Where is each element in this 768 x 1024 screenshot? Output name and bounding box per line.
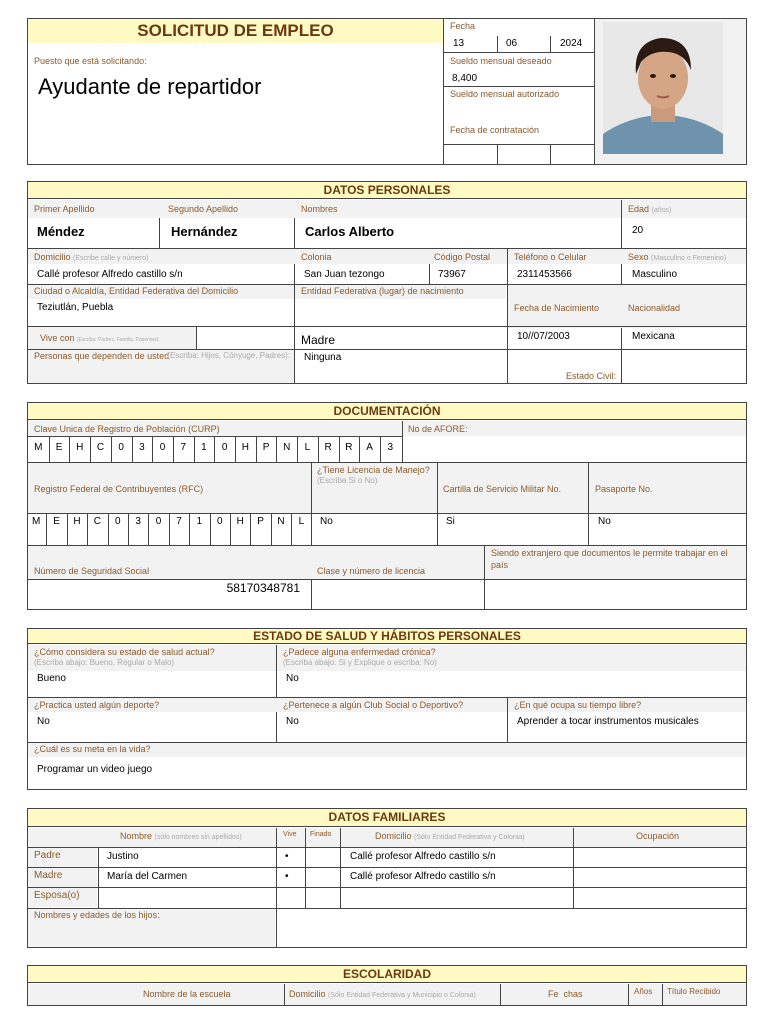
curp-char[interactable]: R: [345, 442, 353, 453]
divider: [550, 36, 551, 52]
estado-civil-label: Estado Civil:: [566, 371, 617, 381]
fam-domicilio[interactable]: Callé profesor Alfredo castillo s/n: [350, 851, 496, 862]
vive-con-label-text: Vive con: [40, 333, 75, 343]
nss-label: Número de Seguridad Social: [34, 566, 150, 576]
domicilio-hint: (Escribe calle y número): [73, 255, 149, 262]
cronica[interactable]: No: [286, 673, 299, 684]
salud-heading: ESTADO DE SALUD Y HÁBITOS PERSONALES: [27, 628, 747, 644]
personal-heading: DATOS PERSONALES: [27, 181, 747, 199]
dependientes[interactable]: Ninguna: [304, 352, 342, 363]
divider: [507, 698, 508, 743]
fecha-day[interactable]: 13: [453, 38, 465, 49]
cartilla[interactable]: Si: [446, 516, 455, 527]
divider: [235, 437, 236, 462]
esc-titulo-col: Título Recibido: [667, 987, 721, 996]
divider: [550, 144, 551, 164]
clase-licencia-label: Clase y número de licencia: [317, 566, 426, 576]
divider: [128, 514, 129, 545]
fam-rel: Padre: [34, 850, 61, 861]
divider: [402, 421, 403, 463]
segundo-apellido-label: Segundo Apellido: [168, 204, 239, 214]
nombres-label: Nombres: [301, 204, 338, 214]
cronica-hint: (Escriba abajo: Si y Explique o escriba: No): [283, 658, 437, 667]
divider: [443, 52, 594, 53]
divider: [359, 437, 360, 462]
divider: [159, 218, 160, 248]
curp-char[interactable]: 3: [387, 442, 394, 453]
rfc-char[interactable]: M: [32, 516, 41, 527]
rfc-char[interactable]: E: [53, 516, 60, 527]
club[interactable]: No: [286, 716, 299, 727]
vive-con-label: [40, 333, 160, 345]
applicant-photo: [603, 22, 723, 154]
curp-char[interactable]: L: [304, 442, 311, 453]
fam-rel: Esposa(o): [34, 890, 80, 901]
colonia-label: Colonia: [301, 252, 332, 262]
licencia[interactable]: No: [320, 516, 333, 527]
divider: [49, 437, 50, 462]
fecha-contratacion-label: Fecha de contratación: [450, 125, 540, 135]
edad-label: [628, 204, 671, 216]
dependientes-label: Personas que dependen de usted: [34, 351, 170, 361]
sexo-label-text: Sexo: [628, 252, 649, 262]
nombres[interactable]: Carlos Alberto: [305, 224, 395, 239]
nacionalidad[interactable]: Mexicana: [632, 331, 675, 342]
divider: [152, 437, 153, 462]
divider: [588, 463, 589, 545]
esc-escuela-col: Nombre de la escuela: [143, 989, 231, 999]
rfc-char[interactable]: 7: [176, 516, 182, 527]
entidad-nac-label: Entidad Federativa (lugar) de nacimiento: [301, 286, 464, 296]
esc-anos-col: Años: [634, 987, 653, 996]
divider: [210, 514, 211, 545]
divider: [230, 514, 231, 545]
ciudad-label: Ciudad o Alcaldía, Entidad Federativa del Domicilio: [34, 286, 239, 296]
curp-char[interactable]: 3: [139, 442, 145, 453]
familiares-heading: DATOS FAMILIARES: [27, 808, 747, 827]
telefono-label: Teléfono o Celular: [514, 252, 587, 262]
divider: [271, 514, 272, 545]
rfc-char[interactable]: 0: [217, 516, 223, 527]
position-label: Puesto que está solicitando:: [34, 56, 147, 66]
meta-label: ¿Cuál es su meta en la vida?: [34, 744, 151, 754]
rfc-char[interactable]: 0: [115, 516, 121, 527]
vive-con-hint: (Escriba: Padres, Familia, Parientes):: [76, 337, 160, 343]
divider: [340, 828, 341, 908]
fam-domicilio-hint: (Sólo Entidad Federativa y Colonia): [414, 834, 525, 841]
divider: [148, 514, 149, 545]
divider: [318, 437, 319, 462]
divider: [276, 645, 277, 743]
vive-con[interactable]: Madre: [301, 333, 336, 347]
deporte[interactable]: No: [37, 716, 50, 727]
divider: [108, 514, 109, 545]
tiempo[interactable]: Aprender a tocar instrumentos musicales: [517, 716, 699, 727]
divider: [27, 847, 747, 848]
licencia-label: [317, 465, 435, 486]
divider: [276, 437, 277, 462]
fecha-year[interactable]: 2024: [560, 38, 583, 49]
divider: [294, 264, 295, 384]
divider: [443, 86, 594, 87]
tiempo-label: ¿En qué ocupa su tiempo libre?: [514, 700, 642, 710]
divider: [276, 908, 277, 948]
divider: [194, 437, 195, 462]
divider: [27, 513, 747, 514]
sexo-label: [628, 252, 726, 264]
curp-char[interactable]: H: [76, 442, 84, 453]
curp-char[interactable]: M: [34, 442, 43, 453]
afore-label: No de AFORE:: [408, 424, 468, 434]
edad-label-text: Edad: [628, 204, 650, 214]
curp-label: Clave Unica de Registro de Población (CURP): [34, 424, 220, 434]
rfc-char[interactable]: 3: [135, 516, 141, 527]
fecha-nac[interactable]: 10//07/2003: [517, 331, 570, 342]
cartilla-label: Cartilla de Servicio Militar No.: [443, 484, 562, 494]
sueldo-autorizado-label: Sueldo mensual autorizado: [450, 89, 560, 99]
rfc-char[interactable]: H: [236, 516, 244, 527]
dependientes-hint: (Escriba: Hijos, Cónyuge, Padres):: [167, 351, 290, 360]
curp-char[interactable]: E: [55, 442, 63, 453]
estado-salud[interactable]: Bueno: [37, 673, 66, 684]
divider: [46, 514, 47, 545]
fam-nombre[interactable]: María del Carmen: [107, 871, 188, 882]
rfc-char[interactable]: 0: [155, 516, 162, 527]
divider: [443, 18, 444, 165]
fam-vive[interactable]: •: [285, 871, 289, 882]
divider: [27, 579, 747, 580]
divider: [214, 437, 215, 462]
divider: [250, 514, 251, 545]
domicilio[interactable]: Callé profesor Alfredo castillo s/n: [37, 269, 183, 280]
rfc-label: Registro Federal de Contribuyentes (RFC): [34, 484, 204, 494]
divider: [497, 144, 498, 164]
divider: [256, 437, 257, 462]
position-value[interactable]: Ayudante de repartidor: [38, 74, 262, 99]
domicilio-label-text: Domicilio: [34, 252, 71, 262]
divider: [662, 984, 663, 1006]
divider: [291, 514, 292, 545]
edad[interactable]: 20: [632, 225, 644, 236]
sueldo-deseado-value[interactable]: 8,400: [452, 73, 478, 84]
curp-char[interactable]: H: [241, 442, 249, 453]
curp-char[interactable]: N: [283, 442, 291, 453]
esc-domicilio-col-text: Domicilio: [289, 989, 326, 999]
divider: [98, 847, 99, 908]
colonia[interactable]: San Juan tezongo: [304, 269, 385, 280]
fam-rel: Madre: [34, 870, 63, 881]
divider: [380, 437, 381, 462]
domicilio-label: [34, 252, 149, 264]
cp[interactable]: 73967: [438, 269, 466, 280]
esc-fechas-col: Fe chas: [548, 989, 583, 999]
divider: [276, 828, 277, 908]
divider: [429, 264, 430, 284]
divider: [111, 437, 112, 462]
esc-domicilio-hint: (Sólo Entidad Federativa y Municipio o Colonia): [328, 992, 476, 999]
hijos-label: Nombres y edades de los hijos:: [34, 910, 160, 920]
divider: [437, 463, 438, 545]
fecha-label: Fecha: [450, 21, 476, 31]
curp-char[interactable]: 0: [159, 442, 166, 453]
sexo[interactable]: Masculino: [632, 269, 678, 280]
divider: [311, 463, 312, 609]
sexo-hint: (Masculino o Femenino): [651, 255, 727, 262]
curp-char[interactable]: A: [366, 442, 373, 453]
club-label: ¿Pertenece a algún Club Social o Deportivo?: [283, 700, 464, 710]
meta[interactable]: Programar un video juego: [37, 764, 153, 775]
divider: [297, 437, 298, 462]
licencia-label-text: ¿Tiene Licencia de Manejo?: [317, 465, 430, 475]
deporte-label: ¿Practica usted algún deporte?: [34, 700, 160, 710]
divider: [443, 144, 594, 145]
estado-salud-label: ¿Cómo considera su estado de salud actual?: [34, 647, 215, 657]
divider: [90, 437, 91, 462]
divider: [87, 514, 88, 545]
fam-nombre-col: [120, 831, 242, 843]
nss[interactable]: 58170348781: [226, 581, 300, 595]
divider: [500, 984, 501, 1006]
curp-char[interactable]: 7: [180, 442, 187, 453]
esc-domicilio-col: [289, 989, 476, 1001]
extranjero-label: Siendo extranjero que documentos le permite trabajar en el país: [491, 548, 728, 570]
rfc-char[interactable]: H: [73, 516, 81, 527]
fam-finado-col: Finado: [310, 831, 332, 838]
fam-domicilio-col-text: Domicilio: [375, 831, 412, 841]
divider: [484, 546, 485, 609]
primer-apellido[interactable]: Méndez: [37, 224, 85, 239]
divider: [67, 514, 68, 545]
divider: [189, 514, 190, 545]
telefono[interactable]: 2311453566: [517, 269, 572, 280]
curp-char[interactable]: 0: [118, 442, 124, 453]
form-title: SOLICITUD DE EMPLEO: [137, 21, 334, 40]
pasaporte-label: Pasaporte No.: [595, 484, 653, 494]
fam-nombre-col-text: Nombre: [120, 831, 153, 841]
sueldo-deseado-label: Sueldo mensual deseado: [450, 56, 552, 66]
fecha-month[interactable]: 06: [506, 38, 518, 49]
fam-ocupacion-col: Ocupación: [636, 831, 680, 841]
fam-vive-col: Vive: [283, 831, 297, 838]
rfc-char[interactable]: L: [298, 516, 305, 527]
curp-char[interactable]: 1: [201, 442, 207, 453]
edad-hint: (años): [651, 207, 672, 214]
nacionalidad-label: Nacionalidad: [628, 303, 681, 313]
divider: [196, 327, 197, 349]
primer-apellido-label: Primer Apellido: [34, 204, 95, 214]
fam-nombre-hint: (sólo nombres sin apellidos): [154, 834, 242, 841]
rfc-char[interactable]: P: [257, 516, 264, 527]
segundo-apellido[interactable]: Hernández: [171, 224, 238, 239]
fam-nombre[interactable]: Justino: [107, 851, 139, 862]
divider: [339, 437, 340, 462]
fam-domicilio-col: [375, 831, 525, 843]
divider: [132, 437, 133, 462]
fam-domicilio[interactable]: Callé profesor Alfredo castillo s/n: [350, 871, 496, 882]
divider: [573, 828, 574, 908]
divider: [294, 218, 295, 248]
divider: [169, 514, 170, 545]
rfc-char[interactable]: N: [277, 516, 285, 527]
estado-salud-hint: (Escriba abajo: Bueno, Regular o Malo): [34, 658, 175, 667]
pasaporte[interactable]: No: [598, 516, 611, 527]
documentacion-heading: DOCUMENTACIÓN: [27, 402, 747, 420]
cp-label: Código Postal: [434, 252, 491, 262]
rfc-char[interactable]: 1: [196, 516, 203, 527]
escolaridad-heading: ESCOLARIDAD: [27, 965, 747, 983]
divider: [497, 36, 498, 52]
divider: [628, 984, 629, 1006]
cronica-label: ¿Padece alguna enfermedad crónica?: [283, 647, 436, 657]
divider: [173, 437, 174, 462]
ciudad[interactable]: Teziutlán, Puebla: [37, 302, 114, 313]
curp-char[interactable]: C: [96, 442, 105, 453]
fecha-nac-label: Fecha de Nacimiento: [514, 303, 600, 313]
curp-char[interactable]: R: [324, 442, 332, 453]
divider: [284, 984, 285, 1006]
fam-vive[interactable]: •: [285, 851, 289, 862]
divider: [305, 828, 306, 908]
rfc-char[interactable]: C: [93, 516, 101, 527]
divider: [69, 437, 70, 462]
divider: [27, 867, 747, 868]
curp-char[interactable]: P: [262, 442, 270, 453]
licencia-hint: (Escriba Si o No): [317, 476, 378, 485]
curp-char[interactable]: 0: [221, 442, 228, 453]
divider: [27, 887, 747, 888]
